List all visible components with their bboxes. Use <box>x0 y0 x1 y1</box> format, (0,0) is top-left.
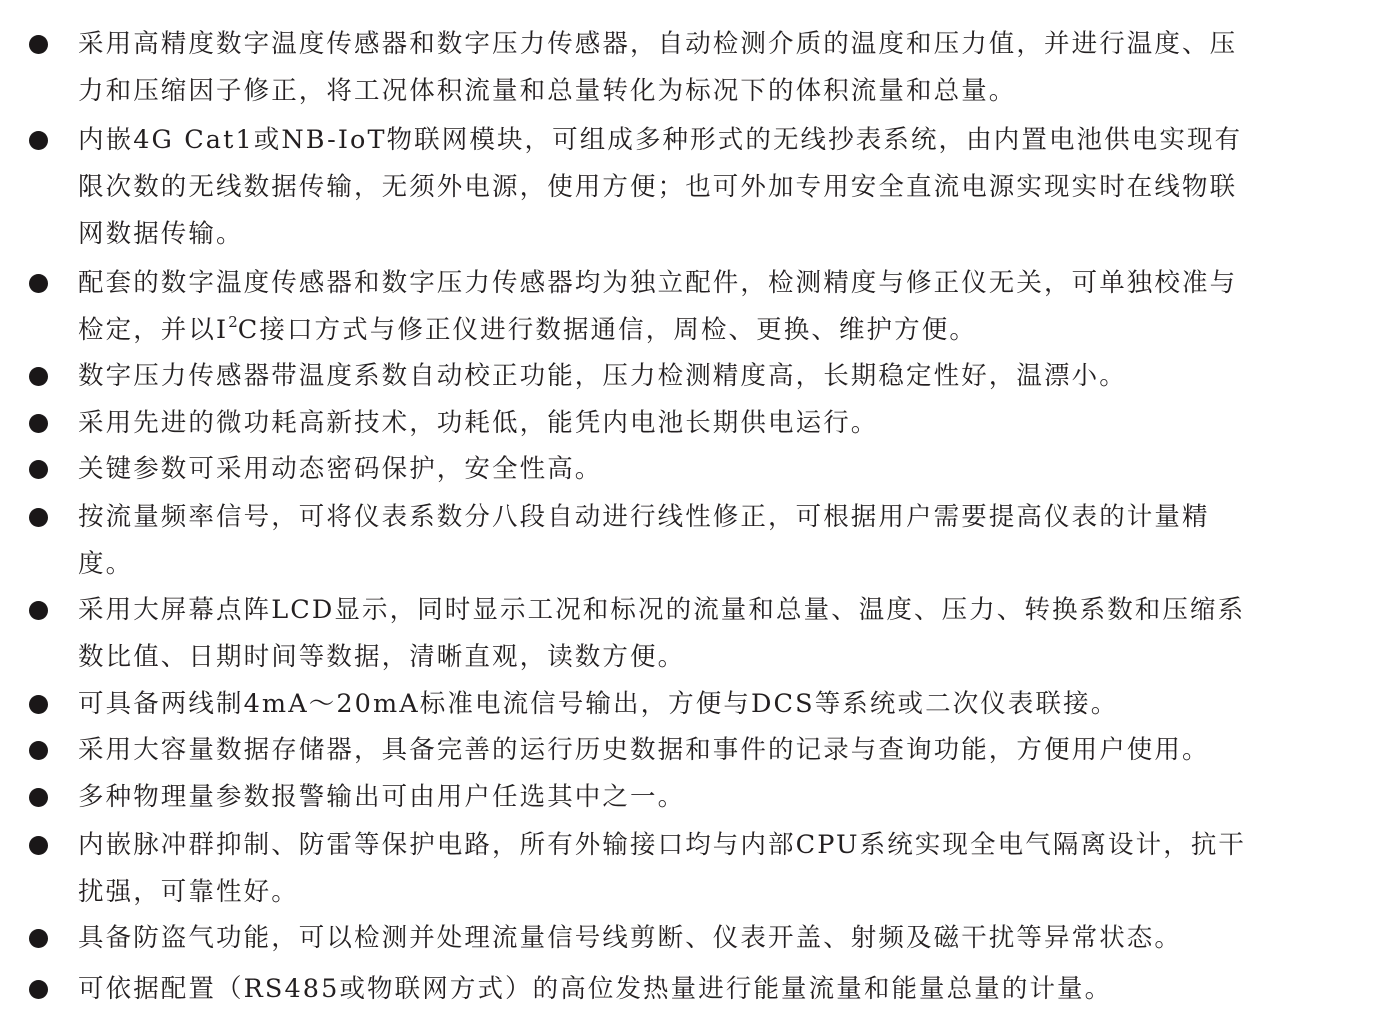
bullet-dot <box>29 980 48 999</box>
feature-text <box>78 681 1353 728</box>
text-line: 内嵌脉冲群抑制、防雷等保护电路，所有外输接口均与内部CPU系统实现全电气隔离设计，抗干 <box>78 830 1247 860</box>
feature-text <box>78 727 1353 774</box>
text-line: 多种物理量参数报警输出可由用户任选其中之一。 <box>78 782 686 812</box>
text-line: 力和压缩因子修正，将工况体积流量和总量转化为标况下的体积流量和总量。 <box>78 76 1017 106</box>
text-line: 数字压力传感器带温度系数自动校正功能，压力检测精度高，长期稳定性好，温漂小。 <box>78 361 1127 391</box>
feature-text <box>78 446 1353 493</box>
text-line: 采用大屏幕点阵LCD显示，同时显示工况和标况的流量和总量、温度、压力、转换系数和压缩系 <box>78 595 1246 625</box>
text-line: 可依据配置（RS485或物联网方式）的高位发热量进行能量流量和能量总量的计量。 <box>78 974 1113 1004</box>
bullet-dot <box>29 741 48 760</box>
bullet-dot <box>29 131 48 150</box>
text-line: 采用先进的微功耗高新技术，功耗低，能凭内电池长期供电运行。 <box>78 408 879 438</box>
text-line: 按流量频率信号，可将仪表系数分八段自动进行线性修正，可根据用户需要提高仪表的计量精 <box>78 502 1210 532</box>
text-line <box>78 307 1353 354</box>
text-segment: C接口方式与修正仪进行数据通信，周检、更换、维护方便。 <box>237 315 977 345</box>
bullet-dot <box>29 35 48 54</box>
feature-text <box>78 260 1353 354</box>
bullet-dot <box>29 788 48 807</box>
feature-text <box>78 117 1353 258</box>
text-line: 采用高精度数字温度传感器和数字压力传感器，自动检测介质的温度和压力值，并进行温度、压 <box>78 29 1238 59</box>
bullet-dot <box>29 695 48 714</box>
text-line: 可具备两线制4mA～20mA标准电流信号输出，方便与DCS等系统或二次仪表联接。 <box>78 689 1119 719</box>
text-line: 扰强，可靠性好。 <box>78 877 299 907</box>
text-line: 关键参数可采用动态密码保护，安全性高。 <box>78 454 603 484</box>
text-line: 配套的数字温度传感器和数字压力传感器均为独立配件，检测精度与修正仪无关，可单独校准与 <box>78 268 1238 298</box>
feature-text <box>78 21 1353 115</box>
text-line: 网数据传输。 <box>78 219 244 249</box>
bullet-dot <box>29 508 48 527</box>
text-line: 度。 <box>78 549 134 579</box>
bullet-dot <box>29 929 48 948</box>
text-line: 内嵌4G Cat1或NB-IoT物联网模块，可组成多种形式的无线抄表系统，由内置电池供电实现有 <box>78 125 1243 155</box>
bullet-dot <box>29 414 48 433</box>
text-line: 采用大容量数据存储器，具备完善的运行历史数据和事件的记录与查询功能，方便用户使用。 <box>78 735 1210 765</box>
text-line: 具备防盗气功能，可以检测并处理流量信号线剪断、仪表开盖、射频及磁干扰等异常状态。 <box>78 923 1183 953</box>
feature-text <box>78 774 1353 821</box>
feature-text <box>78 400 1353 447</box>
feature-text <box>78 353 1353 400</box>
text-segment: 检定，并以I <box>78 315 229 345</box>
bullet-dot <box>29 367 48 386</box>
text-line: 数比值、日期时间等数据，清晰直观，读数方便。 <box>78 642 686 672</box>
text-line: 限次数的无线数据传输，无须外电源，使用方便；也可外加专用安全直流电源实现实时在线物联 <box>78 172 1238 202</box>
bullet-dot <box>29 601 48 620</box>
feature-text <box>78 587 1353 681</box>
bullet-dot <box>29 836 48 855</box>
feature-text <box>78 915 1353 962</box>
feature-text <box>78 494 1353 588</box>
feature-text <box>78 822 1353 916</box>
feature-text <box>78 966 1353 1013</box>
bullet-dot <box>29 274 48 293</box>
bullet-dot <box>29 460 48 479</box>
superscript: 2 <box>228 313 238 331</box>
